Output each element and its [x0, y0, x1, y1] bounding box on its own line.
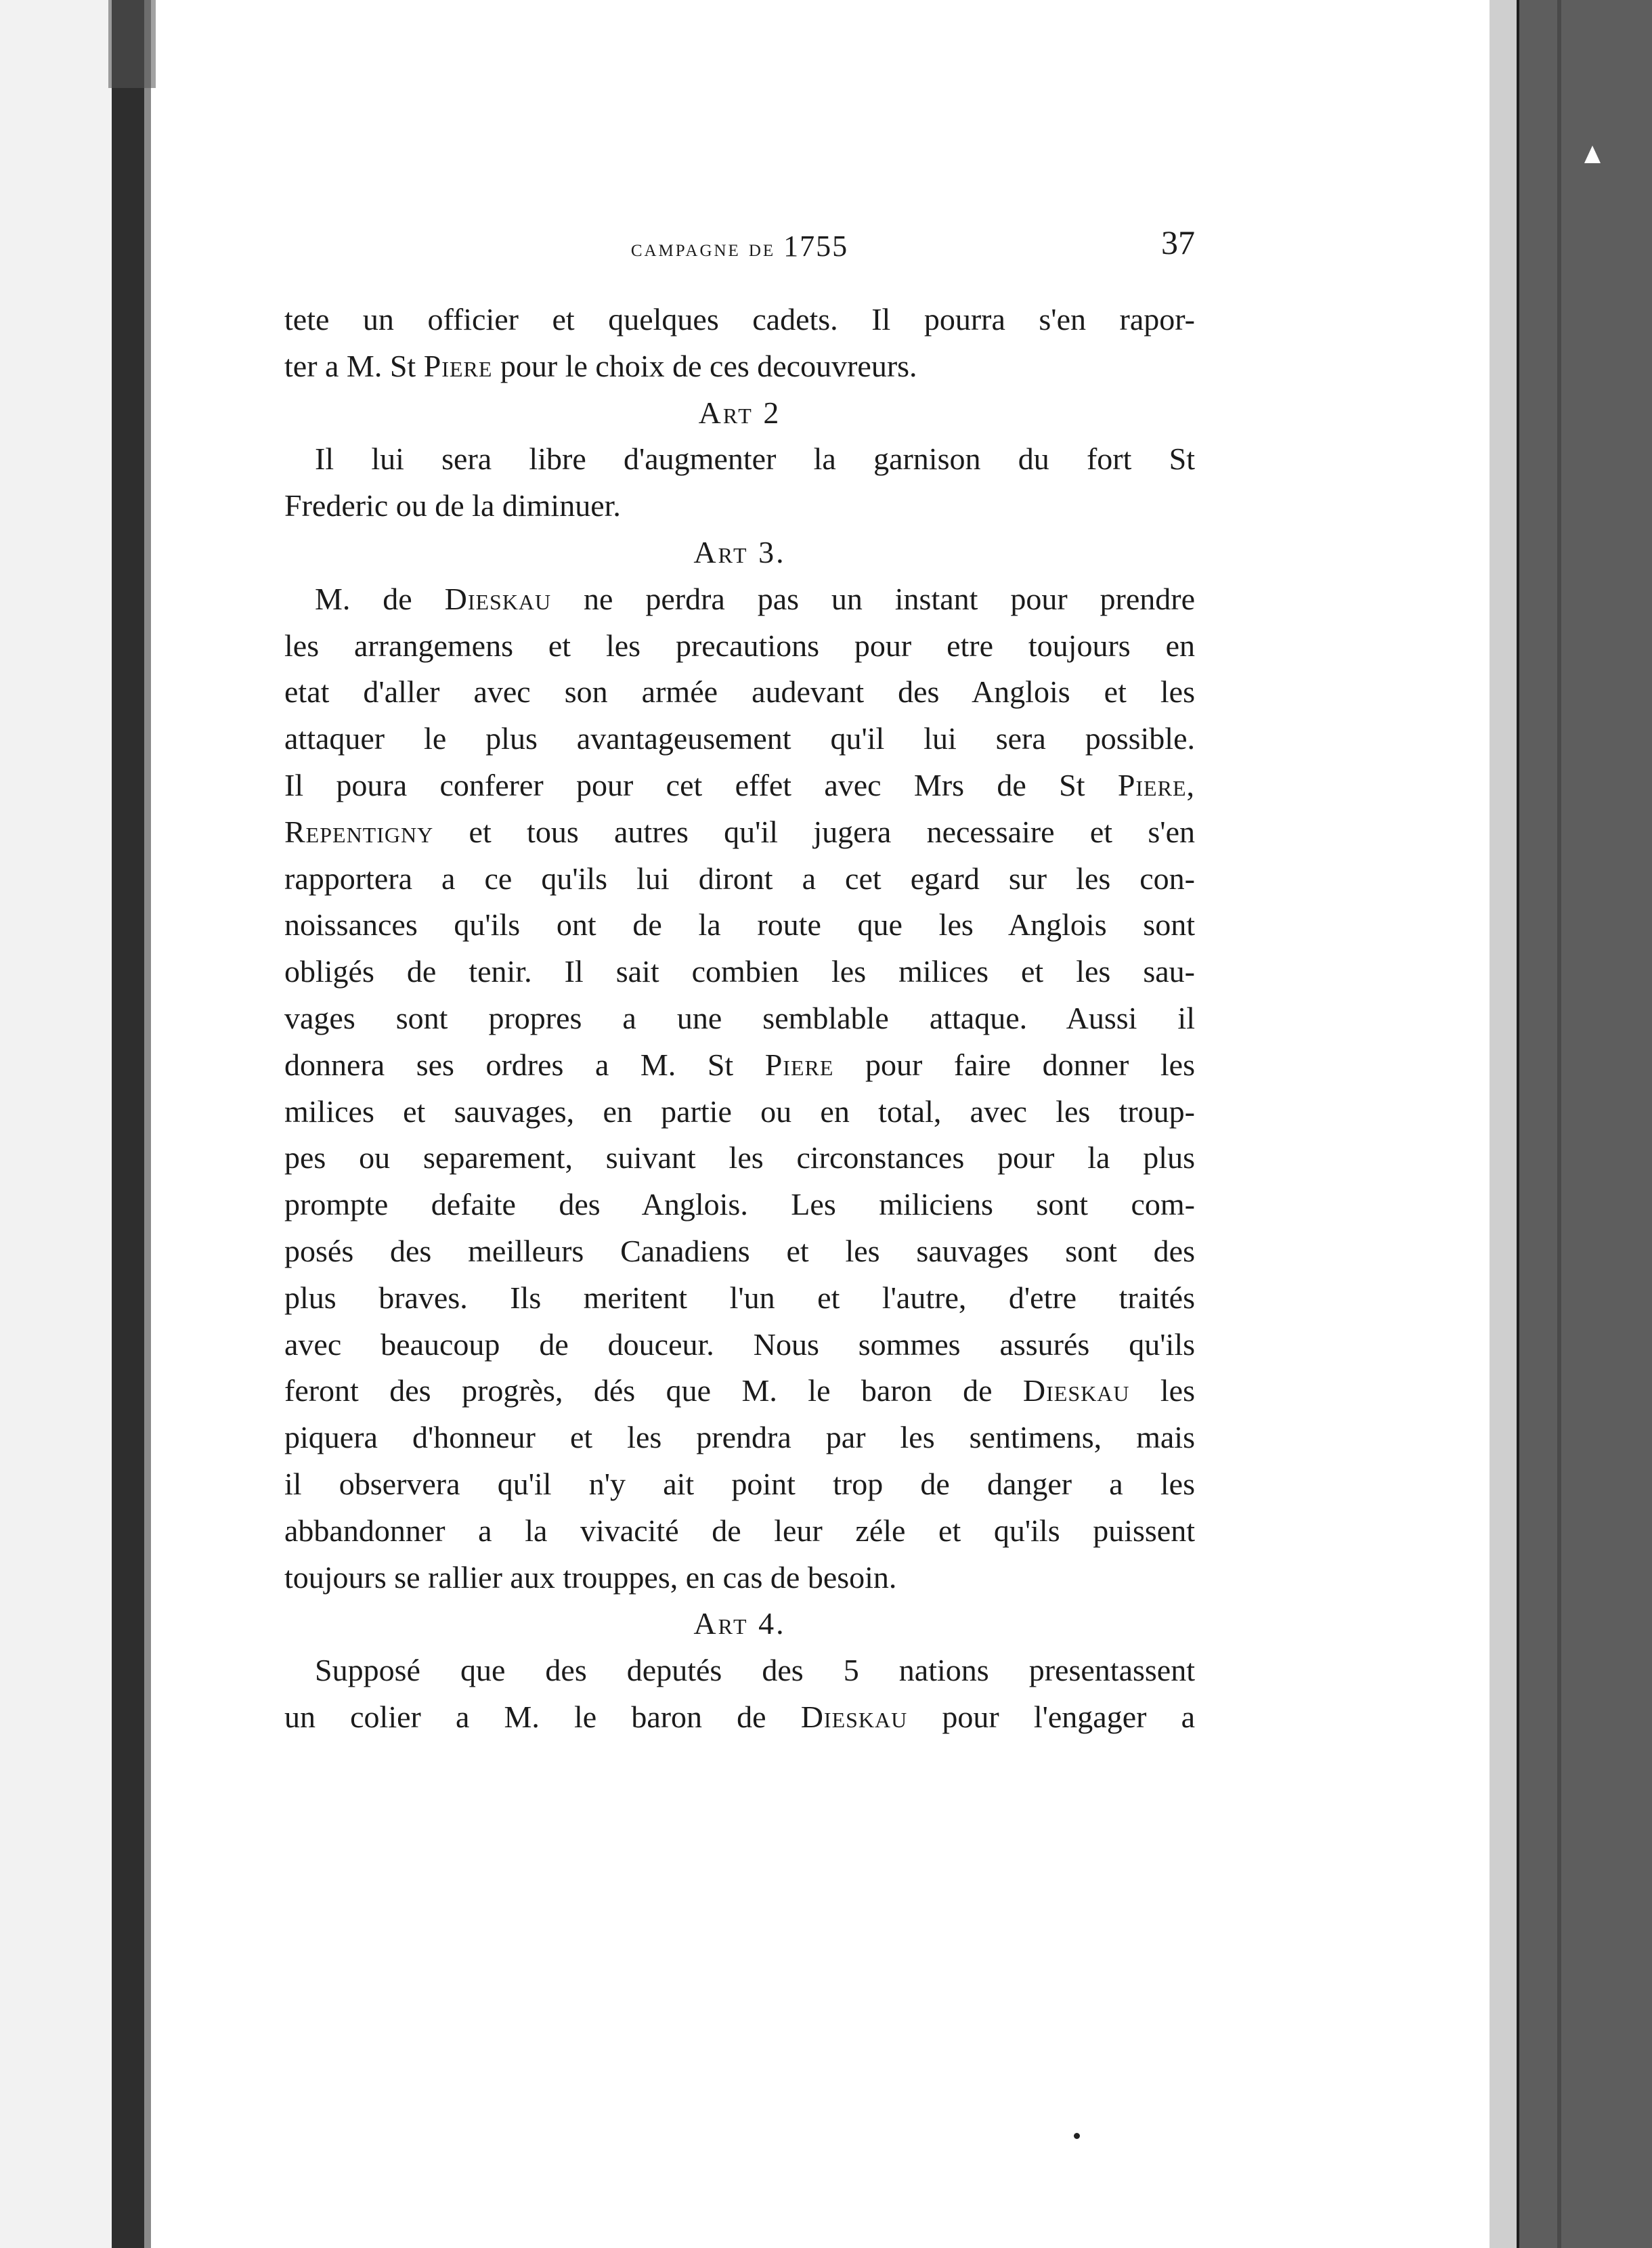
- book-binding-edge: [144, 0, 151, 2248]
- text-run: M. de: [315, 581, 445, 616]
- text-line: attaquer le plus avantageusement qu'il lui sera possible.: [284, 721, 1195, 756]
- text-line: [284, 809, 1195, 856]
- text-line: Il lui sera libre d'augmenter la garnison du fort St: [315, 441, 1195, 477]
- text-line: avec beaucoup de douceur. Nous sommes assurés qu'ils: [284, 1326, 1195, 1362]
- page-edge-line: [1517, 0, 1519, 2248]
- paragraph-continuation: [284, 297, 1195, 390]
- text-line: [284, 343, 1195, 390]
- proper-name: Repentigny: [284, 814, 434, 849]
- scanner-background: [1517, 0, 1652, 2248]
- text-line: [284, 576, 1195, 623]
- text-line: Frederic ou de la diminuer.: [284, 488, 621, 523]
- text-run: ter a M. St: [284, 348, 424, 383]
- proper-name: Dieskau: [444, 581, 552, 616]
- proper-name: Piere: [764, 1047, 834, 1082]
- right-page-shadow: [1490, 0, 1517, 2248]
- scan-artifact: [108, 0, 156, 88]
- text-line: milices et sauvages, en partie ou en total, avec les troup-: [284, 1094, 1195, 1129]
- article-4-text: [284, 1647, 1195, 1741]
- text-line: vages sont propres a une semblable attaque. Aussi il: [284, 1000, 1195, 1035]
- text-line: les arrangemens et les precautions pour etre toujours en: [284, 628, 1195, 663]
- text-line: [284, 1042, 1195, 1089]
- text-line: etat d'aller avec son armée audevant des Anglois et les: [284, 674, 1195, 710]
- text-line: abbandonner a la vivacité de leur zéle et qu'ils puissent: [284, 1513, 1195, 1548]
- proper-name: Dieskau: [800, 1699, 908, 1734]
- text-run: pour faire donner les: [833, 1047, 1195, 1082]
- proper-name: Piere: [423, 348, 493, 383]
- running-header: [284, 223, 1195, 264]
- proper-name: Piere,: [1117, 767, 1195, 802]
- text-line: posés des meilleurs Canadiens et les sauvages sont des: [284, 1233, 1195, 1268]
- text-run: Il poura conferer pour cet effet avec Mrs de St: [284, 767, 1118, 802]
- text-run: pour le choix de ces decouvreurs.: [492, 348, 917, 383]
- text-run: les: [1129, 1373, 1195, 1408]
- header-title: [284, 223, 1195, 272]
- text-line: pes ou separement, suivant les circonstances pour la plus: [284, 1140, 1195, 1175]
- text-run: et tous autres qu'il jugera necessaire et s'en: [433, 814, 1195, 849]
- scan-marker-icon: [1584, 146, 1601, 163]
- page-text: [284, 223, 1195, 1741]
- text-line: tete un officier et quelques cadets. Il pourra s'en rapor-: [284, 302, 1195, 337]
- article-4-heading: Art 4.: [693, 1606, 786, 1641]
- article-3-heading: Art 3.: [693, 534, 786, 569]
- article-3-text: [284, 576, 1195, 1601]
- text-line: toujours se rallier aux trouppes, en cas de besoin.: [284, 1559, 897, 1595]
- text-run: pour l'engager a: [907, 1699, 1195, 1734]
- ink-speck: [1074, 2133, 1080, 2139]
- book-binding-shadow: [112, 0, 144, 2248]
- text-line: [284, 1694, 1195, 1741]
- text-run: ne perdra pas un instant pour prendre: [551, 581, 1195, 616]
- text-line: rapportera a ce qu'ils lui diront a cet egard sur les con-: [284, 861, 1195, 896]
- text-line: prompte defaite des Anglois. Les miliciens sont com-: [284, 1187, 1195, 1222]
- page-number: 37: [1161, 223, 1195, 261]
- header-title-text: campagne de: [630, 234, 776, 261]
- text-line: [284, 762, 1195, 809]
- text-line: obligés de tenir. Il sait combien les milices et les sau-: [284, 954, 1195, 989]
- article-2-text: [284, 436, 1195, 529]
- scanner-texture: [1557, 0, 1561, 2248]
- text-line: piquera d'honneur et les prendra par les sentimens, mais: [284, 1420, 1195, 1455]
- text-line: il observera qu'il n'y ait point trop de danger a les: [284, 1466, 1195, 1501]
- left-page-margin: [0, 0, 112, 2248]
- text-line: noissances qu'ils ont de la route que les Anglois sont: [284, 907, 1195, 943]
- text-line: plus braves. Ils meritent l'un et l'autre, d'etre traités: [284, 1280, 1195, 1315]
- text-line: [284, 1368, 1195, 1414]
- text-run: feront des progrès, dés que M. le baron de: [284, 1373, 1023, 1408]
- text-run: donnera ses ordres a M. St: [284, 1047, 765, 1082]
- article-2-heading: Art 2: [698, 395, 781, 430]
- text-run: un colier a M. le baron de: [284, 1699, 801, 1734]
- header-year: 1755: [783, 230, 849, 263]
- proper-name: Dieskau: [1022, 1373, 1130, 1408]
- text-line: Supposé que des deputés des 5 nations presentassent: [315, 1653, 1195, 1688]
